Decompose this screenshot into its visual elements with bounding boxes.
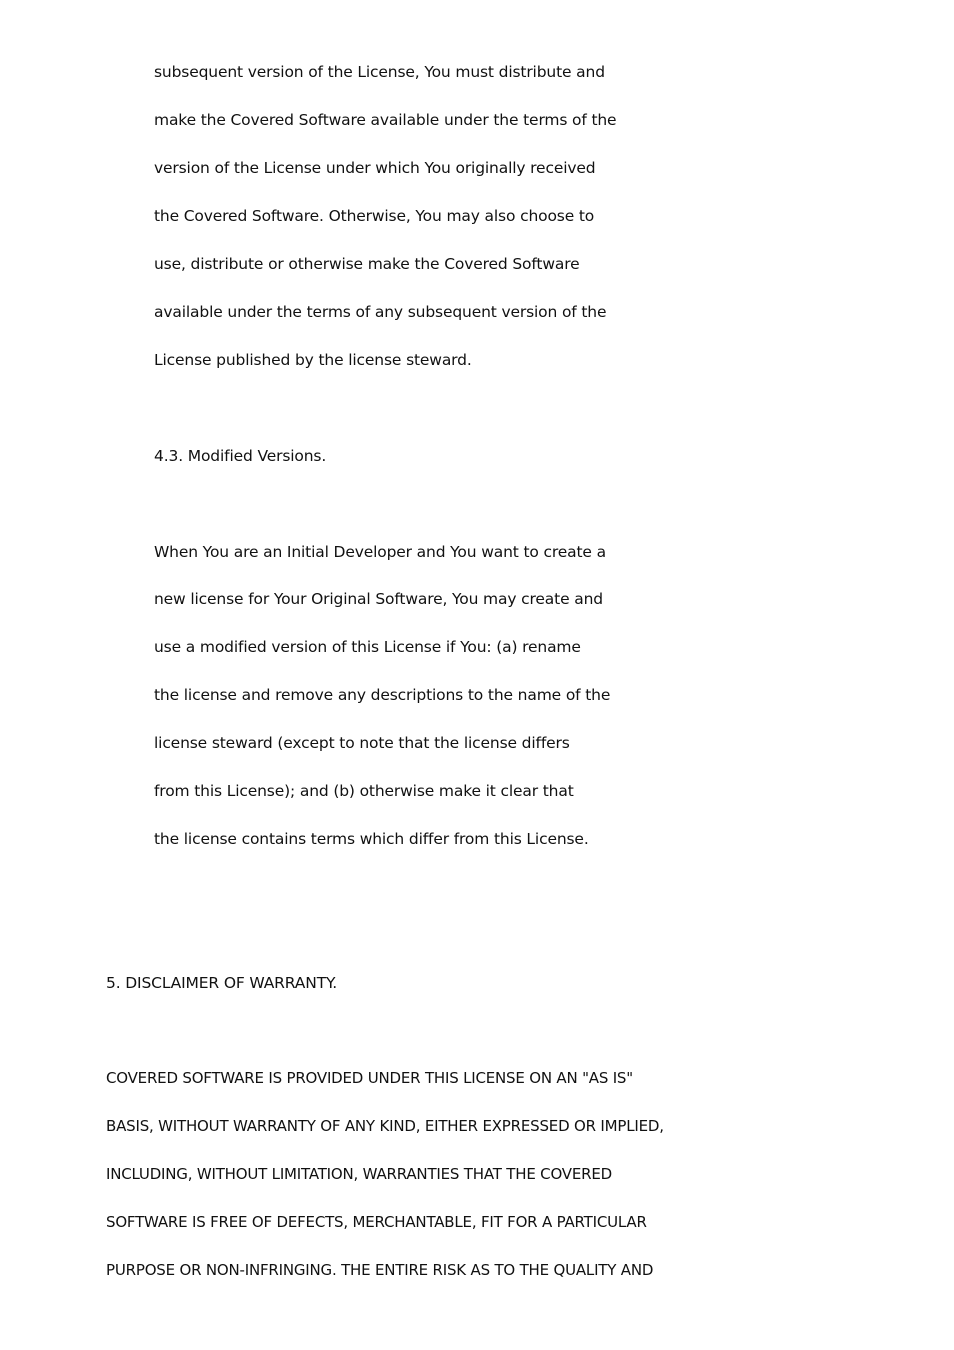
section-5-heading: 5. DISCLAIMER OF WARRANTY. bbox=[106, 974, 337, 992]
paragraph-line: the license contains terms which differ from this License. bbox=[154, 830, 589, 848]
paragraph-line: license steward (except to note that the license differs bbox=[154, 734, 570, 752]
paragraph-line: When You are an Initial Developer and You want to create a bbox=[154, 543, 606, 561]
paragraph-line: use, distribute or otherwise make the Covered Software bbox=[154, 255, 580, 273]
paragraph-line: available under the terms of any subsequent version of the bbox=[154, 303, 607, 321]
paragraph-line: INCLUDING, WITHOUT LIMITATION, WARRANTIES THAT THE COVERED bbox=[106, 1165, 612, 1183]
paragraph-line: subsequent version of the License, You must distribute and bbox=[154, 63, 605, 81]
paragraph-line: the license and remove any descriptions to the name of the bbox=[154, 686, 611, 704]
section-4-3-heading: 4.3. Modified Versions. bbox=[154, 447, 327, 465]
paragraph-line: from this License); and (b) otherwise make it clear that bbox=[154, 782, 574, 800]
paragraph-line: make the Covered Software available under the terms of the bbox=[154, 111, 617, 129]
paragraph-line: PURPOSE OR NON-INFRINGING. THE ENTIRE RISK AS TO THE QUALITY AND bbox=[106, 1261, 654, 1279]
paragraph-line: new license for Your Original Software, You may create and bbox=[154, 590, 603, 608]
paragraph-line: SOFTWARE IS FREE OF DEFECTS, MERCHANTABLE, FIT FOR A PARTICULAR bbox=[106, 1213, 647, 1231]
paragraph-line: BASIS, WITHOUT WARRANTY OF ANY KIND, EITHER EXPRESSED OR IMPLIED, bbox=[106, 1117, 664, 1135]
paragraph-line: version of the License under which You originally received bbox=[154, 159, 596, 177]
paragraph-line: the Covered Software. Otherwise, You may also choose to bbox=[154, 207, 595, 225]
paragraph-line: use a modified version of this License if You: (a) rename bbox=[154, 638, 581, 656]
paragraph-line: COVERED SOFTWARE IS PROVIDED UNDER THIS LICENSE ON AN "AS IS" bbox=[106, 1069, 633, 1087]
paragraph-line: License published by the license steward. bbox=[154, 351, 472, 369]
